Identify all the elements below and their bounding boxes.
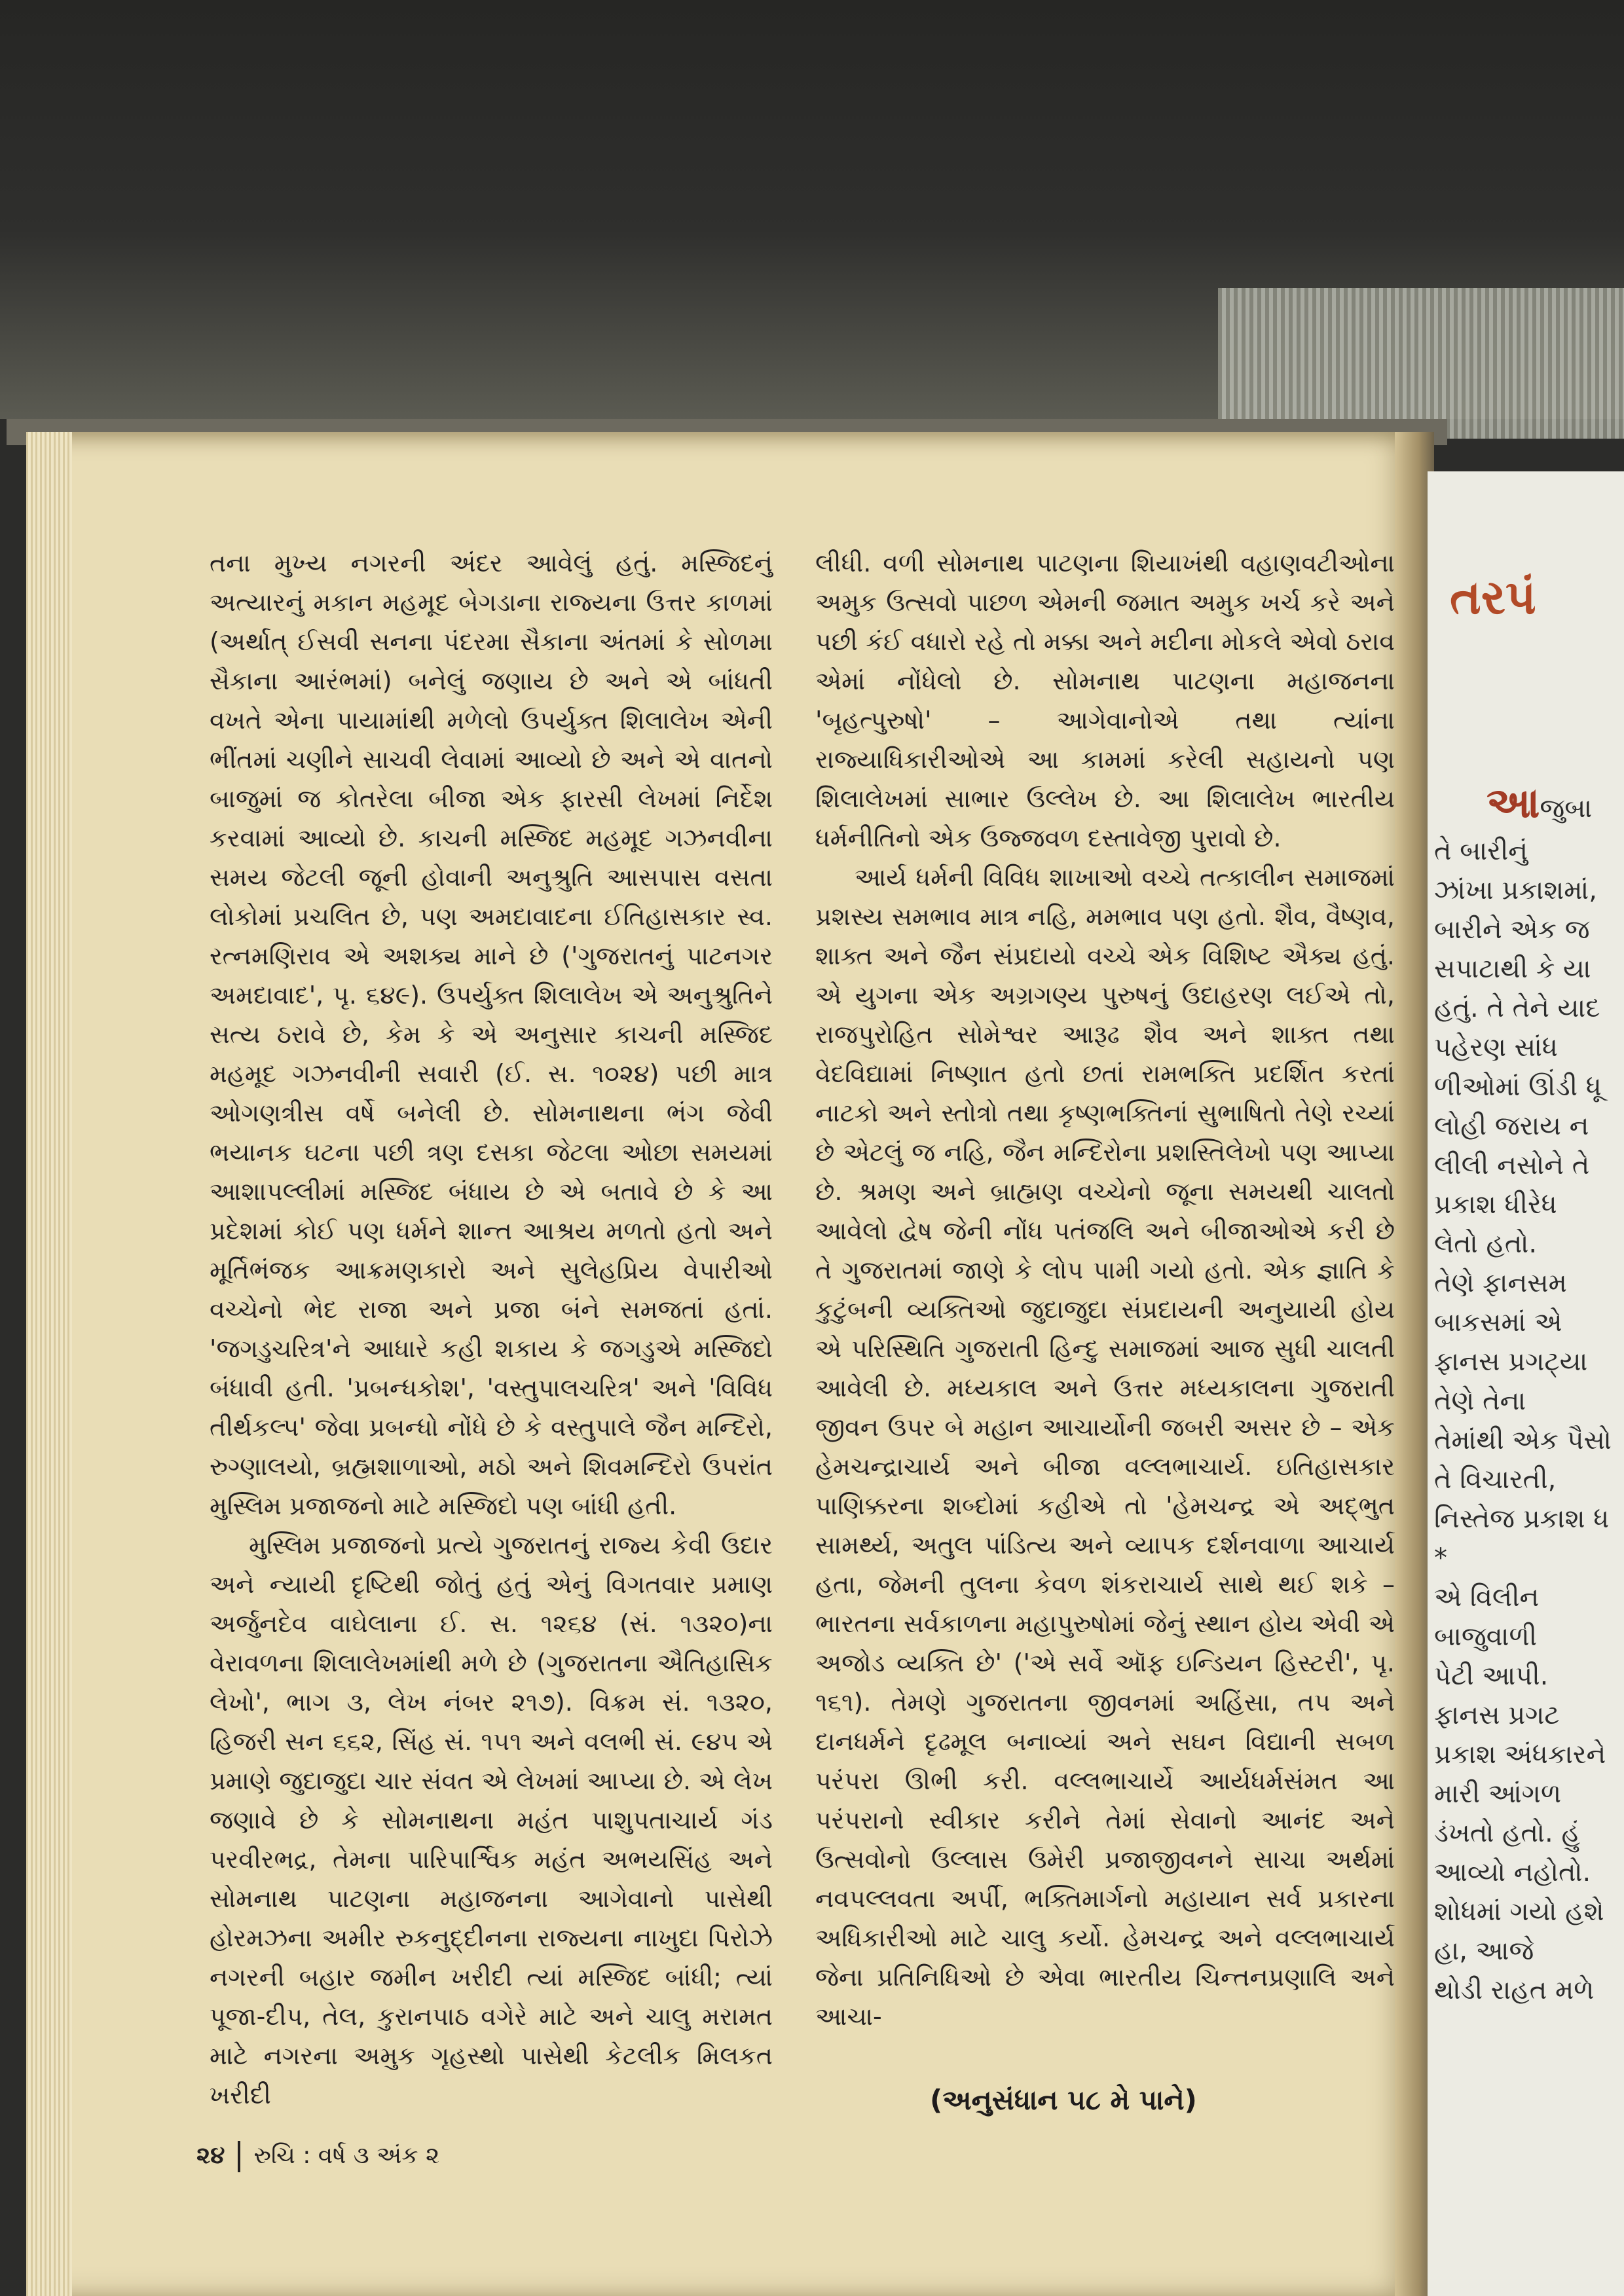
adjacent-page-lines xyxy=(1434,831,1624,2010)
adjacent-page-line: સપાટાથી કે યા xyxy=(1434,954,1591,984)
adjacent-page-line: લોહી જરાય ન xyxy=(1434,1111,1589,1141)
adjacent-page-line: થોડી રાહત મળે xyxy=(1434,1975,1595,2005)
drop-word: આ xyxy=(1486,779,1540,828)
adjacent-page-title: તરપં xyxy=(1450,570,1536,625)
page-edges xyxy=(26,432,72,2296)
adjacent-page-line: તે બારીનું xyxy=(1434,836,1528,866)
paragraph: લીધી. વળી સોમનાથ પાટણના શિયાખંથી વહાણવટીઓના અમુક ઉત્સવો પાછળ એમની જમાત અમુક ખર્ચ કરે અને પછી કંઈ વધારો રહે તો મક્કા અને મદીના મોકલે એવો ઠરાવ એમાં નોંધેલો છે. સોમનાથ પાટણના મહાજનના 'બૃહત્પુરુષો' – આગેવાનોએ તથા ત્યાંના રાજ્યાધિકારીઓએ આ કામમાં કરેલી સહાયનો પણ શિલાલેખમાં સાભાર ઉલ્લેખ છે. આ શિલાલેખ ભારતીય ધર્મનીતિનો એક ઉજ્જવળ દસ્તાવેજી પુરાવો છે. xyxy=(815,549,1395,852)
drop-word-rest: જુબા xyxy=(1540,793,1593,824)
adjacent-page-line: એ વિલીન xyxy=(1434,1582,1540,1613)
paragraph: મુસ્લિમ પ્રજાજનો પ્રત્યે ગુજરાતનું રાજ્ય કેવી ઉદાર અને ન્યાયી દૃષ્ટિથી જોતું હતું એનું વિગતવાર પ્રમાણ અર્જુનદેવ વાઘેલાના ઈ. સ. ૧૨૬૪ (સં. ૧૩૨૦)ના વેરાવળના શિલાલેખમાંથી મળે છે (ગુજરાતના ઐતિહાસિક લેખો', ભાગ ૩, લેખ નંબર ૨૧૭). વિક્રમ સં. ૧૩૨૦, હિજરી સન ૬૬૨, સિંહ સં. ૧૫૧ અને વલભી સં. ૯૪૫ એ પ્રમાણે જુદાજુદા ચાર સંવત એ લેખમાં આપ્યા છે. એ લેખ જણાવે છે કે સોમનાથના મહંત પાશુપતાચાર્ય ગંડ પરવીરભદ્ર, તેમના પારિપાર્શ્વિક મહંત અભયસિંહ અને સોમનાથ પાટણના મહાજનના આગેવાનો પાસેથી હોરમઝના અમીર રુકનુદ્દીનના રાજ્યના નાખુદા પિરોઝે નગરની બહાર જમીન ખરીદી ત્યાં મસ્જિદ બાંધી; ત્યાં પૂજા-દીપ, તેલ, કુરાનપાઠ વગેરે માટે અને ચાલુ મરામત માટે નગરના અમુક ગૃહસ્થો પાસેથી કેટલીક મિલકત ખરીદી xyxy=(210,1531,773,2109)
adjacent-page xyxy=(1428,471,1624,2296)
adjacent-page-line: * xyxy=(1434,1543,1447,1573)
adjacent-page-line: તે વિચારતી, xyxy=(1434,1465,1557,1495)
issue-label: રુચિ : વર્ષ ૩ અંક ૨ xyxy=(253,2142,440,2169)
adjacent-page-line: પહેરણ સાંધ xyxy=(1434,1032,1558,1063)
background-texture xyxy=(1218,288,1624,439)
adjacent-page-line: ઝાંખા પ્રકાશમાં, xyxy=(1434,875,1597,905)
adjacent-page-line: તેણે ફાનસમ xyxy=(1434,1268,1567,1298)
adjacent-page-line: ડંખતો હતો. હું xyxy=(1434,1818,1580,1848)
paragraph: તના મુખ્ય નગરની અંદર આવેલું હતું. મસ્જિદનું અત્યારનું મકાન મહમૂદ બેગડાના રાજ્યના ઉત્તર કાળમાં (અર્થાત્ ઈસવી સનના પંદરમા સૈકાના અંતમાં કે સોળમા સૈકાના આરંભમાં) બનેલું જણાય છે અને એ બાંધતી વખતે એના પાયામાંથી મળેલો ઉપર્યુક્ત શિલાલેખ એની ભીંતમાં ચણીને સાચવી લેવામાં આવ્યો છે અને એ વાતનો બાજુમાં જ કોતરેલા બીજા એક ફારસી લેખમાં નિર્દેશ કરવામાં આવ્યો છે. કાચની મસ્જિદ મહમૂદ ગઝનવીના સમય જેટલી જૂની હોવાની અનુશ્રુતિ આસપાસ વસતા લોકોમાં પ્રચલિત છે, પણ અમદાવાદના ઈતિહાસકાર સ્વ. રત્નમણિરાવ એ અશક્ય માને છે ('ગુજરાતનું પાટનગર અમદાવાદ', પૃ. ૬૪૯). ઉપર્યુક્ત શિલાલેખ એ અનુશ્રુતિને સત્ય ઠરાવે છે, કેમ કે એ અનુસાર કાચની મસ્જિદ મહમૂદ ગઝનવીની સવારી (ઈ. સ. ૧૦૨૪) પછી માત્ર ઓગણત્રીસ વર્ષે બનેલી છે. સોમનાથના ભંગ જેવી ભયાનક ઘટના પછી ત્રણ દસકા જેટલા ઓછા સમયમાં આશાપલ્લીમાં મસ્જિદ બંધાય છે એ બતાવે છે કે આ પ્રદેશમાં કોઈ પણ ધર્મને શાન્ત આશ્રય મળતો હતો અને મૂર્તિભંજક આક્રમણકારો અને સુલેહપ્રિય વેપારીઓ વચ્ચેનો ભેદ રાજા અને પ્રજા બંને સમજતાં હતાં. 'જગડુચરિત્ર'ને આધારે કહી શકાય કે જગડુએ મસ્જિદો બંધાવી હતી. 'પ્રબન્ધકોશ', 'વસ્તુપાલચરિત્ર' અને 'વિવિધ તીર્થકલ્પ' જેવા પ્રબન્ધો નોંધે છે કે વસ્તુપાલે જૈન મન્દિરો, રુગ્ણાલયો, બ્રહ્મશાળાઓ, મઠો અને શિવમન્દિરો ઉપરાંત મુસ્લિમ પ્રજાજનો માટે મસ્જિદો પણ બાંધી હતી. xyxy=(210,549,773,1520)
adjacent-page-line: પેટી આપી. xyxy=(1434,1661,1549,1691)
right-column xyxy=(815,543,1395,2036)
footer-divider xyxy=(238,2141,240,2172)
page-number: ૨૪ xyxy=(196,2142,225,2169)
adjacent-page-line: હતું. તે તેને યાદ xyxy=(1434,993,1600,1023)
adjacent-page-drop-word xyxy=(1486,779,1592,828)
adjacent-page-line: ળીઓમાં ઊંડી ધૂ xyxy=(1434,1072,1602,1102)
adjacent-page-line: નિસ્તેજ પ્રકાશ ધ xyxy=(1434,1504,1610,1534)
page-footer xyxy=(196,2141,786,2172)
adjacent-page-line: હા, આજે xyxy=(1434,1936,1534,1966)
adjacent-page-line: બાજુવાળી xyxy=(1434,1622,1538,1652)
adjacent-page-line: બારીને એક જ xyxy=(1434,915,1590,945)
adjacent-page-line: પ્રકાશ અંધકારને xyxy=(1434,1740,1606,1770)
adjacent-page-line: આવ્યો નહોતો. xyxy=(1434,1857,1591,1887)
adjacent-page-line: લીલી નસોને તે xyxy=(1434,1150,1590,1180)
continued-note: (અનુસંધાન ૫૮ મે પાને) xyxy=(930,2084,1197,2116)
adjacent-page-line: લેતો હતો. xyxy=(1434,1229,1538,1259)
adjacent-page-line: બાકસમાં એ xyxy=(1434,1307,1562,1338)
adjacent-page-line: ફાનસ પ્રગટ xyxy=(1434,1700,1560,1730)
paragraph: આર્ય ધર્મની વિવિધ શાખાઓ વચ્ચે તત્કાલીન સમાજમાં પ્રશસ્ય સમભાવ માત્ર નહિ, મમભાવ પણ હતો. શૈવ, વૈષ્ણવ, શાક્ત અને જૈન સંપ્રદાયો વચ્ચે એક વિશિષ્ટ ઐક્ય હતું. એ યુગના એક અગ્રગણ્ય પુરુષનું ઉદાહરણ લઈએ તો, રાજપુરોહિત સોમેશ્વર આરૂઢ શૈવ અને શાક્ત તથા વેદવિદ્યામાં નિષ્ણાત હતો છતાં રામભક્તિ પ્રદર્શિત કરતાં નાટકો અને સ્તોત્રો તથા કૃષ્ણભક્તિનાં સુભાષિતો તેણે રચ્યાં છે એટલું જ નહિ, જૈન મન્દિરોના પ્રશસ્તિલેખો પણ આપ્યા છે. શ્રમણ અને બ્રાહ્મણ વચ્ચેનો જૂના સમયથી ચાલતો આવેલો દ્વેષ જેની નોંધ પતંજલિ અને બીજાઓએ કરી છે તે ગુજરાતમાં જાણે કે લોપ પામી ગયો હતો. એક જ્ઞાતિ કે કુટુંબની વ્યક્તિઓ જુદાજુદા સંપ્રદાયની અનુયાયી હોય એ પરિસ્થિતિ ગુજરાતી હિન્દુ સમાજમાં આજ સુધી ચાલતી આવેલી છે. મધ્યકાલ અને ઉત્તર મધ્યકાલના ગુજરાતી જીવન ઉપર બે મહાન આચાર્યોની જબરી અસર છે – એક હેમચન્દ્રાચાર્ય અને બીજા વલ્લભાચાર્ય. ઇતિહાસકાર પાણિક્કરના શબ્દોમાં કહીએ તો 'હેમચન્દ્ર એ અદ્ભુત સામર્થ્ય, અતુલ પાંડિત્ય અને વ્યાપક દર્શનવાળા આચાર્ય હતા, જેમની તુલના કેવળ શંકરાચાર્ય સાથે થઈ શકે – ભારતના સર્વકાળના મહાપુરુષોમાં જેનું સ્થાન હોય એવી એ અજોડ વ્યક્તિ છે' ('એ સર્વે ઑફ ઇન્ડિયન હિસ્ટરી', પૃ. ૧૬૧). તેમણે ગુજરાતના જીવનમાં અહિંસા, તપ અને દાનધર્મને દૃઢમૂલ બનાવ્યાં અને સઘન વિદ્યાની સબળ પરંપરા ઊભી કરી. વલ્લભાચાર્યે આર્યધર્મસંમત આ પરંપરાનો સ્વીકાર કરીને તેમાં સેવાનો આનંદ અને ઉત્સવોનો ઉલ્લાસ ઉમેરી પ્રજાજીવનને સાચા અર્થમાં નવપલ્લવતા અર્પી, ભક્તિમાર્ગનો મહાયાન સર્વ પ્રકારના અધિકારીઓ માટે ચાલુ કર્યો. હેમચન્દ્ર અને વલ્લભાચાર્ય જેના પ્રતિનિધિઓ છે એવા ભારતીય ચિન્તનપ્રણાલિ અને આચા- xyxy=(815,863,1395,2031)
adjacent-page-line: તેમાંથી એક પૈસો xyxy=(1434,1425,1612,1455)
adjacent-page-line: મારી આંગળ xyxy=(1434,1779,1562,1809)
left-column xyxy=(210,543,773,2115)
adjacent-page-line: ફાનસ પ્રગટ્યા xyxy=(1434,1347,1588,1377)
adjacent-page-line: તેણે તેના xyxy=(1434,1386,1526,1416)
adjacent-page-line: પ્રકાશ ધીરેધ xyxy=(1434,1190,1557,1220)
adjacent-page-line: શોધમાં ગયો હશે xyxy=(1434,1897,1604,1927)
